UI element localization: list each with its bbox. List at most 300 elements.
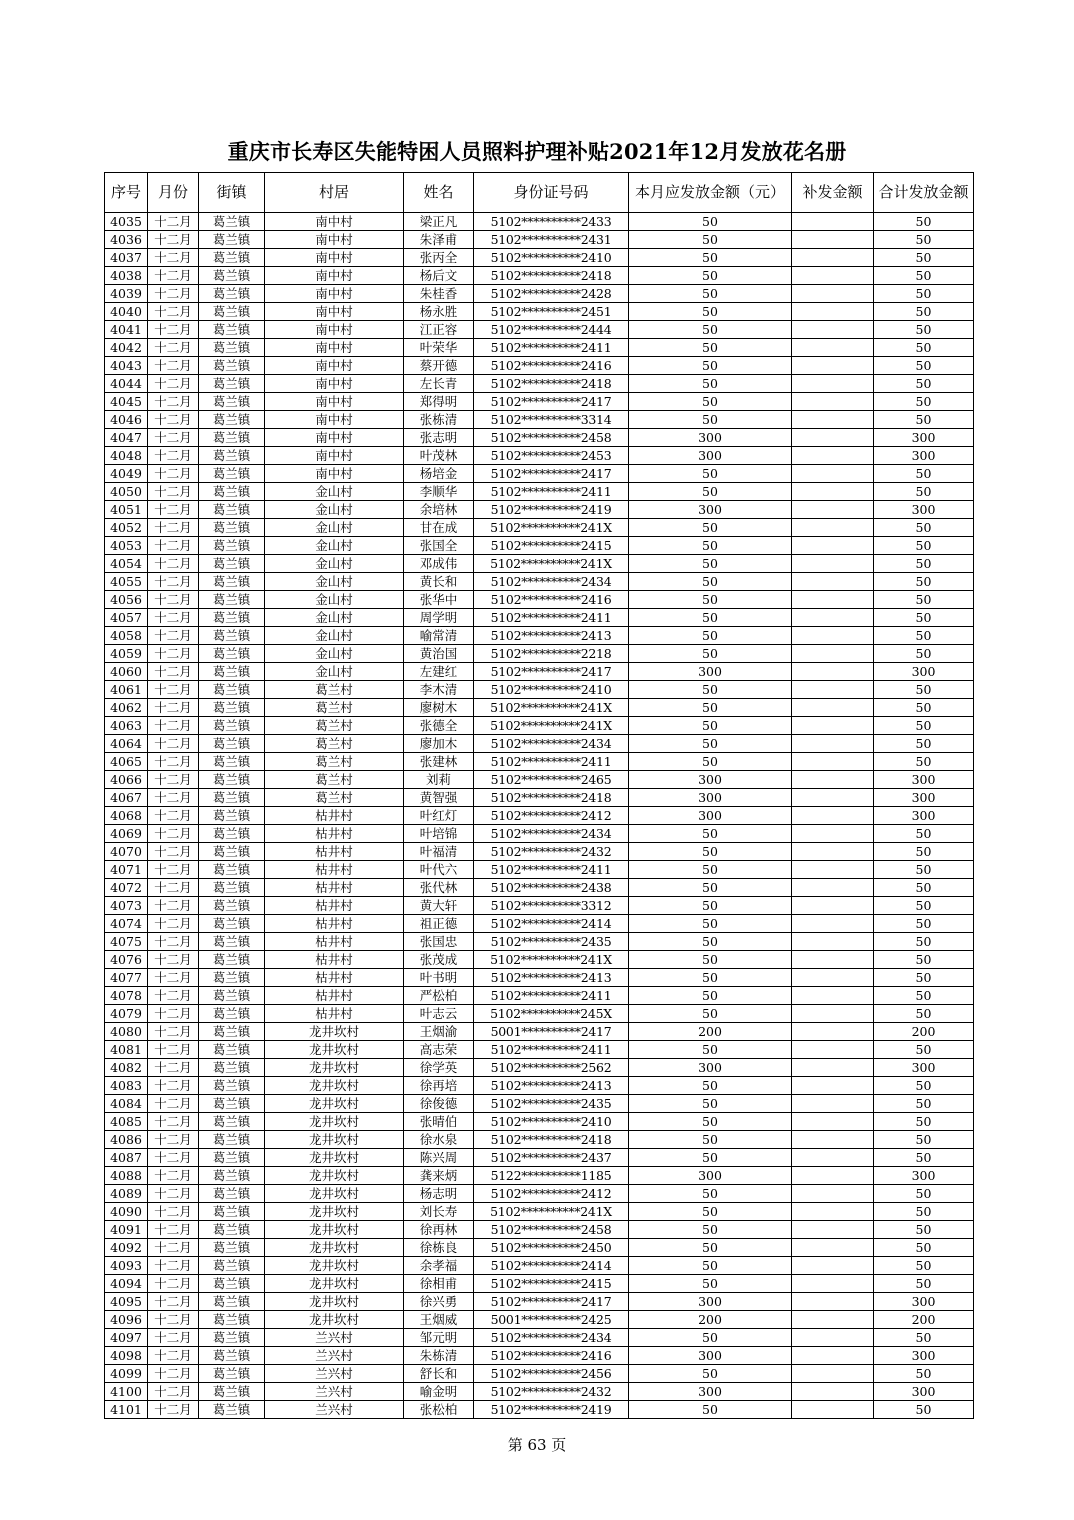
total-amount-cell: 50	[874, 573, 974, 591]
village-cell: 枯井村	[265, 879, 404, 897]
total-amount-cell: 50	[874, 879, 974, 897]
town-cell: 葛兰镇	[199, 393, 265, 411]
month-cell: 十二月	[148, 1077, 199, 1095]
monthly-amount-cell: 300	[629, 771, 792, 789]
month-cell: 十二月	[148, 303, 199, 321]
monthly-amount-cell: 300	[629, 1293, 792, 1311]
index-cell: 4057	[105, 609, 148, 627]
table-row	[105, 1059, 974, 1077]
id-number-cell: 5102**********2416	[474, 357, 629, 375]
town-cell: 葛兰镇	[199, 555, 265, 573]
village-cell: 龙井坎村	[265, 1311, 404, 1329]
total-amount-cell: 50	[874, 555, 974, 573]
town-cell: 葛兰镇	[199, 1149, 265, 1167]
back-pay-cell	[792, 537, 874, 555]
table-row	[105, 609, 974, 627]
index-cell: 4037	[105, 249, 148, 267]
name-cell: 叶书明	[404, 969, 474, 987]
month-cell: 十二月	[148, 1167, 199, 1185]
id-number-cell: 5102**********2410	[474, 1113, 629, 1131]
name-cell: 喻金明	[404, 1383, 474, 1401]
monthly-amount-cell: 50	[629, 555, 792, 573]
total-amount-cell: 50	[874, 1005, 974, 1023]
back-pay-cell	[792, 1023, 874, 1041]
id-number-cell: 5102**********2413	[474, 1077, 629, 1095]
index-cell: 4078	[105, 987, 148, 1005]
index-cell: 4046	[105, 411, 148, 429]
back-pay-cell	[792, 321, 874, 339]
id-number-cell: 5102**********2465	[474, 771, 629, 789]
monthly-amount-cell: 50	[629, 825, 792, 843]
table-row	[105, 285, 974, 303]
id-number-cell: 5102**********2417	[474, 465, 629, 483]
table-row	[105, 843, 974, 861]
monthly-amount-cell: 50	[629, 573, 792, 591]
month-cell: 十二月	[148, 1365, 199, 1383]
monthly-amount-cell: 50	[629, 843, 792, 861]
total-amount-cell: 50	[874, 465, 974, 483]
town-cell: 葛兰镇	[199, 717, 265, 735]
town-cell: 葛兰镇	[199, 681, 265, 699]
table-row	[105, 1023, 974, 1041]
back-pay-cell	[792, 1203, 874, 1221]
town-cell: 葛兰镇	[199, 1347, 265, 1365]
monthly-amount-cell: 50	[629, 987, 792, 1005]
name-cell: 徐学英	[404, 1059, 474, 1077]
index-cell: 4044	[105, 375, 148, 393]
back-pay-cell	[792, 1185, 874, 1203]
back-pay-cell	[792, 1077, 874, 1095]
month-cell: 十二月	[148, 1023, 199, 1041]
back-pay-cell	[792, 915, 874, 933]
monthly-amount-cell: 300	[629, 1059, 792, 1077]
total-amount-cell: 50	[874, 1149, 974, 1167]
month-cell: 十二月	[148, 357, 199, 375]
village-cell: 南中村	[265, 213, 404, 231]
monthly-amount-cell: 50	[629, 879, 792, 897]
total-amount-cell: 50	[874, 933, 974, 951]
town-cell: 葛兰镇	[199, 627, 265, 645]
total-amount-cell: 50	[874, 1131, 974, 1149]
back-pay-cell	[792, 825, 874, 843]
total-amount-cell: 50	[874, 951, 974, 969]
index-cell: 4052	[105, 519, 148, 537]
month-cell: 十二月	[148, 627, 199, 645]
name-cell: 甘在成	[404, 519, 474, 537]
monthly-amount-cell: 50	[629, 249, 792, 267]
town-cell: 葛兰镇	[199, 1023, 265, 1041]
village-cell: 金山村	[265, 645, 404, 663]
month-cell: 十二月	[148, 969, 199, 987]
name-cell: 杨志明	[404, 1185, 474, 1203]
monthly-amount-cell: 50	[629, 375, 792, 393]
month-cell: 十二月	[148, 1203, 199, 1221]
name-cell: 黄长和	[404, 573, 474, 591]
village-cell: 葛兰村	[265, 735, 404, 753]
id-number-cell: 5102**********241X	[474, 555, 629, 573]
month-cell: 十二月	[148, 825, 199, 843]
back-pay-cell	[792, 465, 874, 483]
town-cell: 葛兰镇	[199, 1005, 265, 1023]
monthly-amount-cell: 50	[629, 951, 792, 969]
monthly-amount-cell: 50	[629, 1275, 792, 1293]
id-number-cell: 5102**********2419	[474, 1401, 629, 1419]
table-row	[105, 753, 974, 771]
village-cell: 金山村	[265, 663, 404, 681]
back-pay-cell	[792, 663, 874, 681]
id-number-cell: 5102**********2413	[474, 627, 629, 645]
town-cell: 葛兰镇	[199, 951, 265, 969]
monthly-amount-cell: 50	[629, 645, 792, 663]
village-cell: 兰兴村	[265, 1383, 404, 1401]
id-number-cell: 5102**********2417	[474, 663, 629, 681]
id-number-cell: 5102**********2414	[474, 1257, 629, 1275]
index-cell: 4068	[105, 807, 148, 825]
month-cell: 十二月	[148, 1149, 199, 1167]
back-pay-cell	[792, 861, 874, 879]
name-cell: 张代林	[404, 879, 474, 897]
total-amount-cell: 50	[874, 753, 974, 771]
monthly-amount-cell: 50	[629, 357, 792, 375]
village-cell: 南中村	[265, 429, 404, 447]
monthly-amount-cell: 50	[629, 1113, 792, 1131]
table-row	[105, 591, 974, 609]
index-cell: 4061	[105, 681, 148, 699]
back-pay-cell	[792, 1383, 874, 1401]
town-cell: 葛兰镇	[199, 969, 265, 987]
total-amount-cell: 50	[874, 735, 974, 753]
id-number-cell: 5001**********2425	[474, 1311, 629, 1329]
id-number-cell: 5102**********2218	[474, 645, 629, 663]
town-cell: 葛兰镇	[199, 465, 265, 483]
village-cell: 金山村	[265, 573, 404, 591]
monthly-amount-cell: 50	[629, 1077, 792, 1095]
month-cell: 十二月	[148, 573, 199, 591]
index-cell: 4056	[105, 591, 148, 609]
table-row	[105, 519, 974, 537]
id-number-cell: 5102**********2418	[474, 1131, 629, 1149]
month-cell: 十二月	[148, 915, 199, 933]
month-cell: 十二月	[148, 681, 199, 699]
back-pay-cell	[792, 411, 874, 429]
table-row	[105, 375, 974, 393]
table-row	[105, 393, 974, 411]
monthly-amount-cell: 300	[629, 501, 792, 519]
name-cell: 朱桂香	[404, 285, 474, 303]
month-cell: 十二月	[148, 447, 199, 465]
back-pay-cell	[792, 339, 874, 357]
table-row	[105, 1149, 974, 1167]
back-pay-cell	[792, 1149, 874, 1167]
village-cell: 南中村	[265, 267, 404, 285]
village-cell: 兰兴村	[265, 1329, 404, 1347]
total-amount-cell: 50	[874, 897, 974, 915]
month-cell: 十二月	[148, 879, 199, 897]
total-amount-cell: 50	[874, 285, 974, 303]
table-row	[105, 465, 974, 483]
village-cell: 龙井坎村	[265, 1131, 404, 1149]
monthly-amount-cell: 50	[629, 1149, 792, 1167]
village-cell: 葛兰村	[265, 717, 404, 735]
monthly-amount-cell: 50	[629, 1239, 792, 1257]
town-cell: 葛兰镇	[199, 537, 265, 555]
name-cell: 龚来炳	[404, 1167, 474, 1185]
month-cell: 十二月	[148, 1239, 199, 1257]
name-cell: 刘长寿	[404, 1203, 474, 1221]
id-number-cell: 5102**********241X	[474, 717, 629, 735]
village-cell: 南中村	[265, 249, 404, 267]
monthly-amount-cell: 50	[629, 1221, 792, 1239]
village-cell: 枯井村	[265, 933, 404, 951]
back-pay-cell	[792, 213, 874, 231]
total-amount-cell: 50	[874, 1329, 974, 1347]
town-cell: 葛兰镇	[199, 1167, 265, 1185]
back-pay-cell	[792, 1041, 874, 1059]
town-cell: 葛兰镇	[199, 879, 265, 897]
month-cell: 十二月	[148, 213, 199, 231]
town-cell: 葛兰镇	[199, 483, 265, 501]
table-row	[105, 483, 974, 501]
index-cell: 4035	[105, 213, 148, 231]
town-cell: 葛兰镇	[199, 573, 265, 591]
month-cell: 十二月	[148, 375, 199, 393]
month-cell: 十二月	[148, 699, 199, 717]
table-row	[105, 1239, 974, 1257]
village-cell: 兰兴村	[265, 1365, 404, 1383]
index-cell: 4063	[105, 717, 148, 735]
table-row	[105, 339, 974, 357]
month-cell: 十二月	[148, 1329, 199, 1347]
town-cell: 葛兰镇	[199, 753, 265, 771]
id-number-cell: 5102**********2428	[474, 285, 629, 303]
id-number-cell: 5102**********2434	[474, 1329, 629, 1347]
back-pay-cell	[792, 573, 874, 591]
id-number-cell: 5102**********2437	[474, 1149, 629, 1167]
back-pay-cell	[792, 1347, 874, 1365]
total-amount-cell: 300	[874, 429, 974, 447]
total-amount-cell: 300	[874, 1059, 974, 1077]
table-row	[105, 627, 974, 645]
total-amount-cell: 50	[874, 1239, 974, 1257]
index-cell: 4094	[105, 1275, 148, 1293]
name-cell: 喻常清	[404, 627, 474, 645]
name-cell: 徐俊德	[404, 1095, 474, 1113]
index-cell: 4091	[105, 1221, 148, 1239]
monthly-amount-cell: 50	[629, 1131, 792, 1149]
town-cell: 葛兰镇	[199, 411, 265, 429]
monthly-amount-cell: 300	[629, 663, 792, 681]
table-row	[105, 303, 974, 321]
total-amount-cell: 50	[874, 393, 974, 411]
table-row	[105, 1203, 974, 1221]
town-cell: 葛兰镇	[199, 861, 265, 879]
total-amount-cell: 50	[874, 231, 974, 249]
index-cell: 4088	[105, 1167, 148, 1185]
roster-table	[104, 172, 974, 1419]
name-cell: 舒长和	[404, 1365, 474, 1383]
back-pay-cell	[792, 699, 874, 717]
village-cell: 枯井村	[265, 969, 404, 987]
back-pay-cell	[792, 393, 874, 411]
total-amount-cell: 50	[874, 1203, 974, 1221]
index-cell: 4064	[105, 735, 148, 753]
table-row	[105, 1383, 974, 1401]
id-number-cell: 5102**********2416	[474, 1347, 629, 1365]
back-pay-cell	[792, 1401, 874, 1419]
total-amount-cell: 300	[874, 807, 974, 825]
id-number-cell: 5102**********241X	[474, 951, 629, 969]
name-cell: 张建林	[404, 753, 474, 771]
total-amount-cell: 50	[874, 1365, 974, 1383]
name-cell: 李木清	[404, 681, 474, 699]
monthly-amount-cell: 50	[629, 285, 792, 303]
col-header-month: 月份	[148, 173, 199, 213]
back-pay-cell	[792, 501, 874, 519]
table-row	[105, 1311, 974, 1329]
village-cell: 葛兰村	[265, 699, 404, 717]
name-cell: 张晴伯	[404, 1113, 474, 1131]
name-cell: 邓成伟	[404, 555, 474, 573]
id-number-cell: 5102**********2415	[474, 537, 629, 555]
page-title: 重庆市长寿区失能特困人员照料护理补贴2021年12月发放花名册	[227, 139, 847, 164]
month-cell: 十二月	[148, 1347, 199, 1365]
village-cell: 龙井坎村	[265, 1185, 404, 1203]
id-number-cell: 5102**********2410	[474, 681, 629, 699]
back-pay-cell	[792, 807, 874, 825]
back-pay-cell	[792, 771, 874, 789]
village-cell: 金山村	[265, 483, 404, 501]
town-cell: 葛兰镇	[199, 231, 265, 249]
total-amount-cell: 300	[874, 1293, 974, 1311]
back-pay-cell	[792, 1311, 874, 1329]
table-row	[105, 1077, 974, 1095]
table-row	[105, 1113, 974, 1131]
total-amount-cell: 50	[874, 699, 974, 717]
village-cell: 龙井坎村	[265, 1167, 404, 1185]
total-amount-cell: 50	[874, 843, 974, 861]
village-cell: 金山村	[265, 537, 404, 555]
index-cell: 4039	[105, 285, 148, 303]
village-cell: 枯井村	[265, 951, 404, 969]
town-cell: 葛兰镇	[199, 1203, 265, 1221]
back-pay-cell	[792, 609, 874, 627]
id-number-cell: 5102**********241X	[474, 519, 629, 537]
id-number-cell: 5102**********2411	[474, 753, 629, 771]
back-pay-cell	[792, 303, 874, 321]
back-pay-cell	[792, 429, 874, 447]
total-amount-cell: 50	[874, 339, 974, 357]
index-cell: 4041	[105, 321, 148, 339]
name-cell: 叶红灯	[404, 807, 474, 825]
village-cell: 金山村	[265, 501, 404, 519]
index-cell: 4097	[105, 1329, 148, 1347]
town-cell: 葛兰镇	[199, 1077, 265, 1095]
table-row	[105, 1221, 974, 1239]
table-row	[105, 1275, 974, 1293]
name-cell: 张栋清	[404, 411, 474, 429]
name-cell: 王烟渝	[404, 1023, 474, 1041]
index-cell: 4072	[105, 879, 148, 897]
back-pay-cell	[792, 267, 874, 285]
id-number-cell: 5102**********2435	[474, 933, 629, 951]
back-pay-cell	[792, 555, 874, 573]
town-cell: 葛兰镇	[199, 339, 265, 357]
name-cell: 王烟威	[404, 1311, 474, 1329]
name-cell: 叶培锦	[404, 825, 474, 843]
monthly-amount-cell: 50	[629, 897, 792, 915]
monthly-amount-cell: 50	[629, 393, 792, 411]
total-amount-cell: 50	[874, 915, 974, 933]
back-pay-cell	[792, 1113, 874, 1131]
month-cell: 十二月	[148, 1113, 199, 1131]
town-cell: 葛兰镇	[199, 807, 265, 825]
monthly-amount-cell: 50	[629, 1203, 792, 1221]
month-cell: 十二月	[148, 1311, 199, 1329]
village-cell: 南中村	[265, 285, 404, 303]
monthly-amount-cell: 50	[629, 1365, 792, 1383]
village-cell: 葛兰村	[265, 681, 404, 699]
back-pay-cell	[792, 753, 874, 771]
back-pay-cell	[792, 231, 874, 249]
id-number-cell: 5102**********2434	[474, 573, 629, 591]
name-cell: 陈兴周	[404, 1149, 474, 1167]
month-cell: 十二月	[148, 897, 199, 915]
back-pay-cell	[792, 843, 874, 861]
index-cell: 4042	[105, 339, 148, 357]
total-amount-cell: 300	[874, 447, 974, 465]
total-amount-cell: 300	[874, 501, 974, 519]
town-cell: 葛兰镇	[199, 1239, 265, 1257]
id-number-cell: 5102**********2411	[474, 987, 629, 1005]
total-amount-cell: 300	[874, 663, 974, 681]
town-cell: 葛兰镇	[199, 789, 265, 807]
town-cell: 葛兰镇	[199, 987, 265, 1005]
back-pay-cell	[792, 1293, 874, 1311]
monthly-amount-cell: 50	[629, 303, 792, 321]
name-cell: 廖树木	[404, 699, 474, 717]
id-number-cell: 5102**********2435	[474, 1095, 629, 1113]
village-cell: 枯井村	[265, 843, 404, 861]
col-header-village: 村居	[265, 173, 404, 213]
town-cell: 葛兰镇	[199, 357, 265, 375]
village-cell: 葛兰村	[265, 789, 404, 807]
total-amount-cell: 50	[874, 1257, 974, 1275]
index-cell: 4036	[105, 231, 148, 249]
name-cell: 徐再培	[404, 1077, 474, 1095]
back-pay-cell	[792, 645, 874, 663]
total-amount-cell: 50	[874, 969, 974, 987]
table-row	[105, 267, 974, 285]
table-row	[105, 213, 974, 231]
col-header-town: 街镇	[199, 173, 265, 213]
table-row	[105, 1329, 974, 1347]
town-cell: 葛兰镇	[199, 1041, 265, 1059]
town-cell: 葛兰镇	[199, 897, 265, 915]
index-cell: 4099	[105, 1365, 148, 1383]
name-cell: 叶福清	[404, 843, 474, 861]
total-amount-cell: 50	[874, 1185, 974, 1203]
name-cell: 张丙全	[404, 249, 474, 267]
village-cell: 枯井村	[265, 987, 404, 1005]
index-cell: 4055	[105, 573, 148, 591]
total-amount-cell: 50	[874, 1041, 974, 1059]
back-pay-cell	[792, 1329, 874, 1347]
town-cell: 葛兰镇	[199, 1095, 265, 1113]
monthly-amount-cell: 50	[629, 1257, 792, 1275]
index-cell: 4093	[105, 1257, 148, 1275]
village-cell: 兰兴村	[265, 1401, 404, 1419]
monthly-amount-cell: 50	[629, 969, 792, 987]
